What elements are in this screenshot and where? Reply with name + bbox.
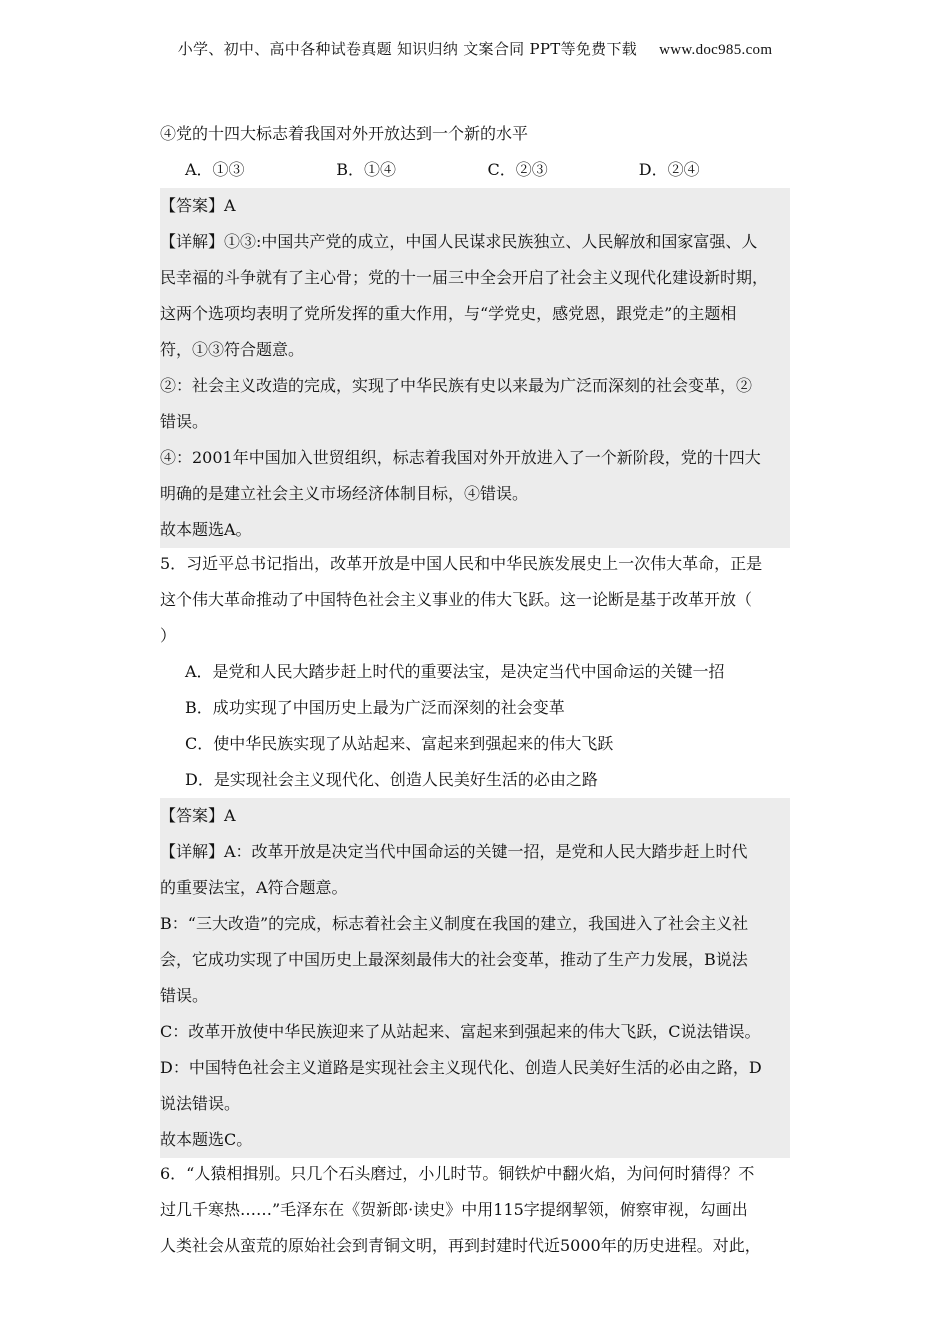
q5-stem-line: 这个伟大革命推动了中国特色社会主义事业的伟大飞跃。这一论断是基于改革开放（ bbox=[160, 590, 753, 609]
q4-answer-line: 【答案】A bbox=[160, 196, 236, 215]
question-5 bbox=[160, 546, 790, 798]
q5-answer-line: 故本题选C。 bbox=[160, 1130, 253, 1149]
page-header bbox=[0, 38, 950, 59]
q6-stem-line: 人类社会从蛮荒的原始社会到青铜文明，再到封建时代近5000年的历史进程。对此， bbox=[160, 1236, 761, 1255]
q5-answer-block bbox=[160, 798, 790, 1158]
q4-answer-line: 符，①③符合题意。 bbox=[160, 340, 305, 359]
q5-stem-line: ） bbox=[160, 626, 177, 645]
q4-answer-line: 故本题选A。 bbox=[160, 520, 252, 539]
q5-answer-line: B：“三大改造”的完成，标志着社会主义制度在我国的建立，我国进入了社会主义社 bbox=[160, 914, 749, 933]
q4-option-a: A．①③ bbox=[185, 160, 245, 179]
q4-option-b: B．①④ bbox=[336, 160, 397, 179]
q5-option-d: D．是实现社会主义现代化、创造人民美好生活的必由之路 bbox=[185, 770, 598, 789]
q5-answer-line: 说法错误。 bbox=[160, 1094, 241, 1113]
q4-answer-block bbox=[160, 188, 790, 548]
q5-option-b: B．成功实现了中国历史上最为广泛而深刻的社会变革 bbox=[185, 698, 565, 717]
q5-answer-line: 错误。 bbox=[160, 986, 209, 1005]
q4-answer-line: 【详解】①③:中国共产党的成立，中国人民谋求民族独立、人民解放和国家富强、人 bbox=[160, 232, 758, 251]
q4-answer-line: 民幸福的斗争就有了主心骨；党的十一届三中全会开启了社会主义现代化建设新时期， bbox=[160, 268, 769, 287]
q5-answer-line: 【详解】A：改革开放是决定当代中国命运的关键一招，是党和人民大踏步赶上时代 bbox=[160, 842, 748, 861]
question-4-tail bbox=[160, 116, 790, 188]
q5-answer-line: D：中国特色社会主义道路是实现社会主义现代化、创造人民美好生活的必由之路，D bbox=[160, 1058, 762, 1077]
q6-stem-line: 过几千寒热……”毛泽东在《贺新郎·读史》中用115字提纲挈领，俯察审视，勾画出 bbox=[160, 1200, 748, 1219]
q4-answer-line: 错误。 bbox=[160, 412, 209, 431]
q4-options bbox=[160, 152, 790, 188]
header-text: 小学、初中、高中各种试卷真题 知识归纳 文案合同 PPT等免费下载 bbox=[177, 40, 638, 58]
q4-option-c: C．②③ bbox=[487, 160, 548, 179]
q5-option-a: A．是党和人民大踏步赶上时代的重要法宝，是决定当代中国命运的关键一招 bbox=[185, 662, 725, 681]
q5-option-c: C．使中华民族实现了从站起来、富起来到强起来的伟大飞跃 bbox=[185, 734, 614, 753]
q4-statement-4: ④党的十四大标志着我国对外开放达到一个新的水平 bbox=[160, 124, 529, 143]
q5-answer-line: 会，它成功实现了中国历史上最深刻最伟大的社会变革，推动了生产力发展，B说法 bbox=[160, 950, 748, 969]
q4-option-d: D．②④ bbox=[638, 160, 700, 179]
q4-answer-line: ④：2001年中国加入世贸组织，标志着我国对外开放进入了一个新阶段，党的十四大 bbox=[160, 448, 761, 467]
q5-answer-line: 的重要法宝，A符合题意。 bbox=[160, 878, 348, 897]
q4-answer-line: ②：社会主义改造的完成，实现了中华民族有史以来最为广泛而深刻的社会变革，② bbox=[160, 376, 753, 395]
header-url[interactable]: www.doc985.com bbox=[659, 42, 773, 58]
question-6 bbox=[160, 1156, 790, 1264]
q4-answer-line: 明确的是建立社会主义市场经济体制目标，④错误。 bbox=[160, 484, 529, 503]
q6-stem-line: 6．“人猿相揖别。只几个石头磨过，小儿时节。铜铁炉中翻火焰，为问何时猜得？不 bbox=[160, 1164, 755, 1183]
q4-answer-line: 这两个选项均表明了党所发挥的重大作用，与“学党史，感党恩，跟党走”的主题相 bbox=[160, 304, 737, 323]
q5-stem-line: 5．习近平总书记指出，改革开放是中国人民和中华民族发展史上一次伟大革命，正是 bbox=[160, 554, 763, 573]
q5-answer-line: C：改革开放使中华民族迎来了从站起来、富起来到强起来的伟大飞跃，C说法错误。 bbox=[160, 1022, 761, 1041]
q5-answer-line: 【答案】A bbox=[160, 806, 236, 825]
